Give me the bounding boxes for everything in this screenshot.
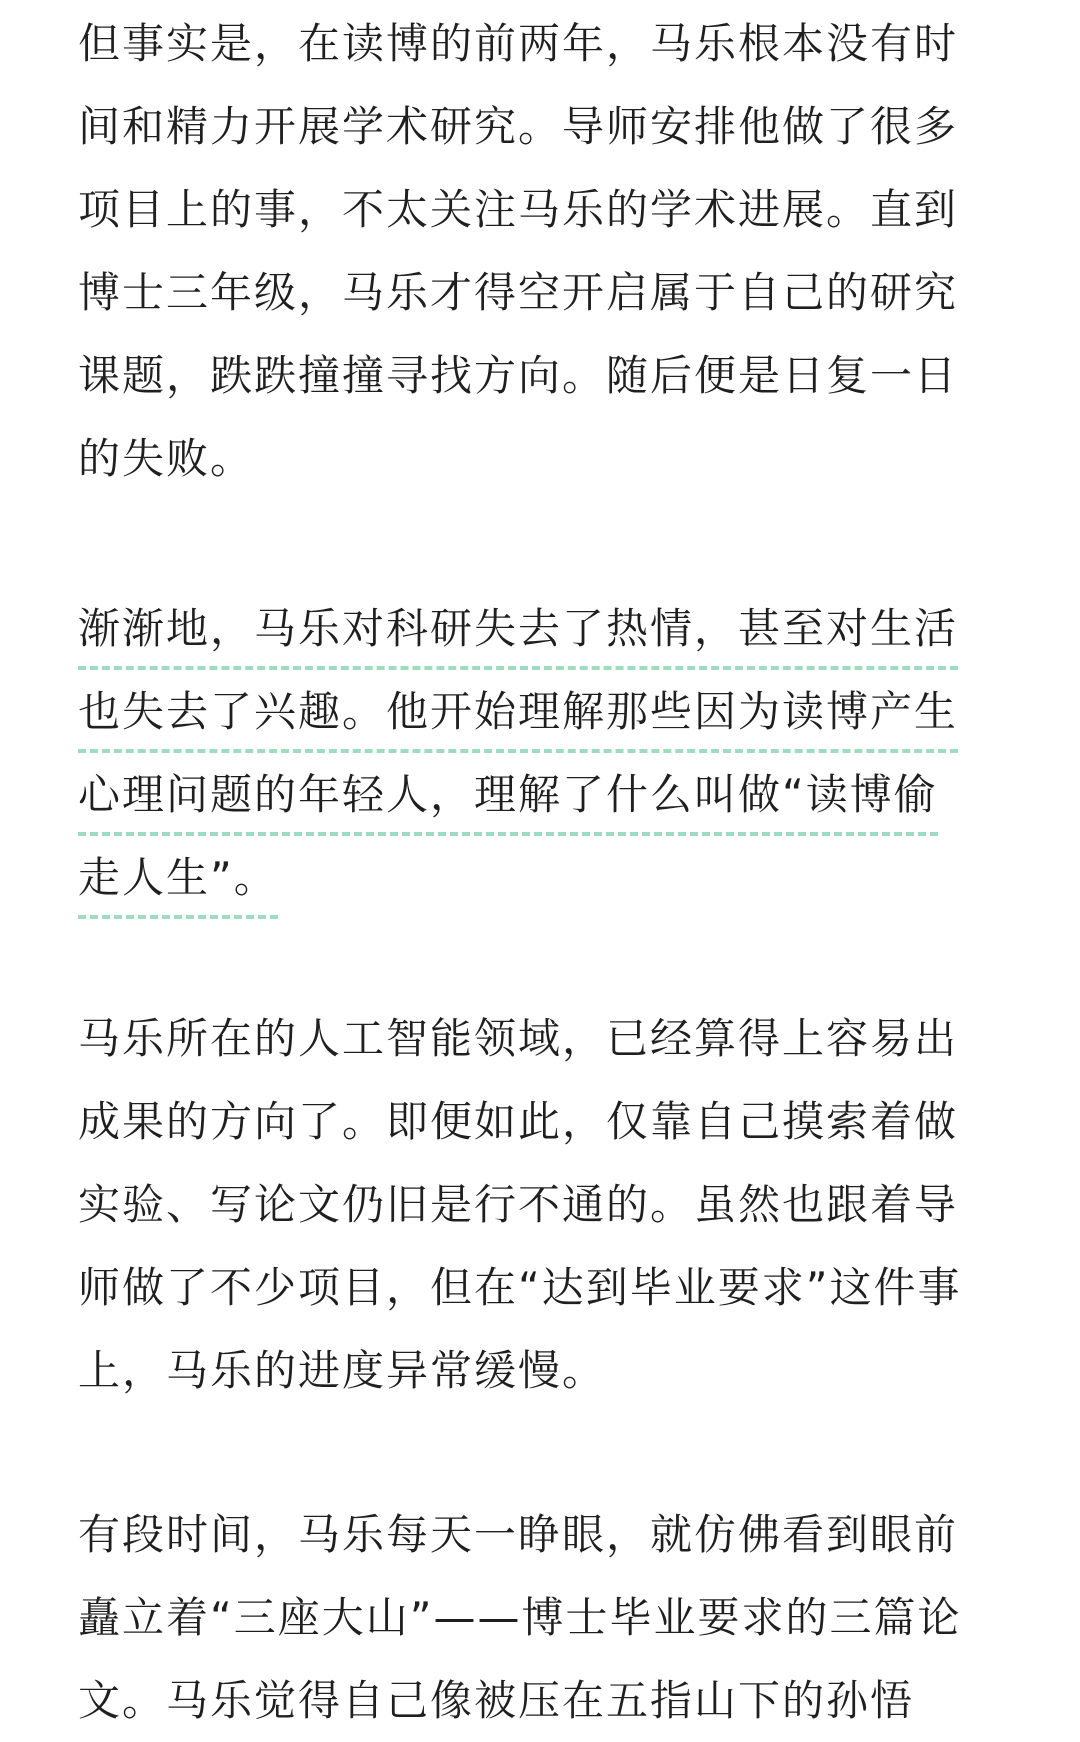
highlighted-paragraph[interactable] xyxy=(78,587,1002,919)
paragraph-3 xyxy=(78,997,1002,1412)
paragraph-line: 但事实是，在读博的前两年，马乐根本没有时 xyxy=(78,19,959,68)
highlighted-line[interactable]: 走人生”。 xyxy=(78,841,278,919)
highlighted-line[interactable]: 渐渐地，马乐对科研失去了热情，甚至对生活 xyxy=(78,592,958,670)
paragraph-line: 成果的方向了。即便如此，仅靠自己摸索着做 xyxy=(78,1097,959,1146)
paragraph-1 xyxy=(78,2,1002,500)
highlighted-line[interactable]: 也失去了兴趣。他开始理解那些因为读博产生 xyxy=(78,675,958,753)
paragraph-line: 矗立着“三座大山”——博士毕业要求的三篇论 xyxy=(78,1593,962,1642)
paragraph-line: 师做了不少项目，但在“达到毕业要求”这件事 xyxy=(78,1263,962,1312)
paragraph-line: 课题，跌跌撞撞寻找方向。随后便是日复一日 xyxy=(78,351,959,400)
paragraph-line: 的失败。 xyxy=(78,434,255,483)
paragraph-line: 上，马乐的进度异常缓慢。 xyxy=(78,1346,607,1395)
paragraph-line: 文。马乐觉得自己像被压在五指山下的孙悟 xyxy=(78,1676,915,1725)
paragraph-line: 有段时间，马乐每天一睁眼，就仿佛看到眼前 xyxy=(78,1510,959,1559)
paragraph-line: 项目上的事，不太关注马乐的学术进展。直到 xyxy=(78,185,959,234)
paragraph-line: 马乐所在的人工智能领域，已经算得上容易出 xyxy=(78,1014,959,1063)
paragraph-4 xyxy=(78,1493,1002,1742)
paragraph-line: 博士三年级，马乐才得空开启属于自己的研究 xyxy=(78,268,959,317)
paragraph-line: 间和精力开展学术研究。导师安排他做了很多 xyxy=(78,102,959,151)
highlighted-line[interactable]: 心理问题的年轻人，理解了什么叫做“读博偷 xyxy=(78,758,938,836)
paragraph-line: 实验、写论文仍旧是行不通的。虽然也跟着导 xyxy=(78,1180,959,1229)
